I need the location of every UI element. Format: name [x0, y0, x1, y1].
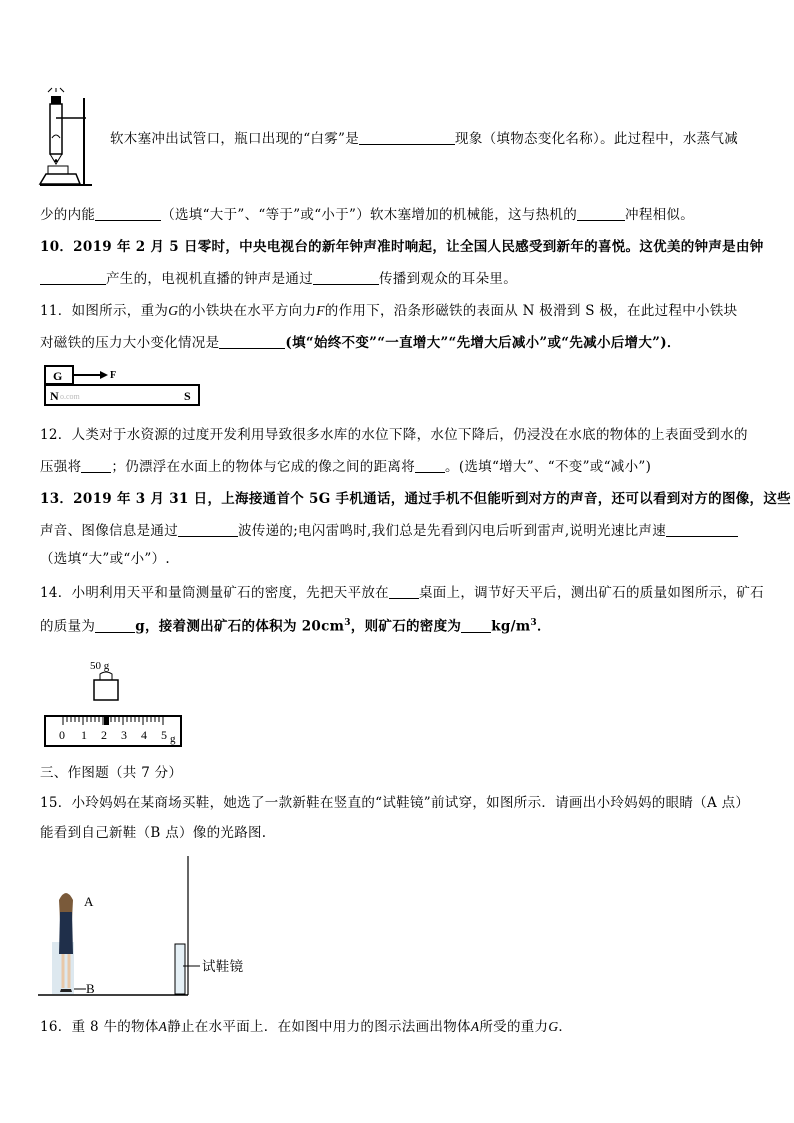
q9-line-1 [110, 130, 760, 148]
q13-blank-1[interactable] [178, 522, 238, 537]
q9-text-2: 现象（填物态变化名称）。此过程中，水蒸气减 [455, 131, 739, 147]
q12-text-1: 12．人类对于水资源的过度开发利用导致很多水库的水位下降，水位下降后，仍浸没在水底的物体的上表面受到水的 [40, 427, 748, 443]
q15-text-2: 能看到自己新鞋（B 点）像的光路图. [40, 825, 267, 841]
q13-line-1 [40, 490, 791, 508]
weight-label: 50 g [90, 660, 110, 672]
scale-label-5: 5 [161, 728, 167, 742]
q16-text-4: ． [558, 1019, 573, 1035]
magnet-figure [44, 364, 202, 408]
q16-var-a1: A [158, 1019, 168, 1034]
point-b-label: B [86, 981, 95, 996]
magnet-s-label: S [184, 389, 191, 403]
test-tube-apparatus-figure [36, 88, 106, 188]
q9-line-2 [40, 206, 760, 224]
q14-line-2 [40, 614, 760, 636]
watermark-text: o.com [60, 392, 80, 401]
scale-label-2: 2 [101, 728, 107, 742]
balance-figure [44, 656, 184, 750]
q11-var-f: F [316, 303, 325, 318]
scale-label-1: 1 [81, 728, 87, 742]
q16-text-2: 静止在水平面上．在如图中用力的图示法画出物体 [167, 1019, 471, 1035]
q14-sup-2: 3 [530, 618, 537, 628]
q12-text-3: ；仍漂浮在水面上的物体与它成的像之间的距离将 [111, 459, 416, 475]
scale-label-0: 0 [59, 728, 65, 742]
q16-var-a2: A [470, 1019, 480, 1034]
mirror-figure [38, 856, 258, 998]
scale-label-4: 4 [141, 728, 147, 742]
q9-text-5: 冲程相似。 [625, 207, 695, 223]
q15-line-1 [40, 794, 760, 812]
q12-blank-1[interactable] [81, 458, 111, 473]
q14-blank-3[interactable] [461, 618, 491, 633]
scale-label-3: 3 [121, 728, 127, 742]
q16-text-1: 16．重 8 牛的物体 [40, 1019, 159, 1035]
shoe [60, 989, 72, 992]
scale-ticks [63, 717, 163, 725]
q16-text-3: 所受的重力 [479, 1019, 549, 1035]
section-3-title [40, 764, 760, 782]
q14-line-1 [40, 584, 764, 602]
q12-blank-2[interactable] [415, 458, 445, 473]
q12-text-4: 。(选填“增大”、“不变”或“减小”) [445, 459, 652, 475]
q14-text-1: 14．小明利用天平和量筒测量矿石的密度，先把天平放在 [40, 585, 389, 601]
q11-text-3: 的作用下，沿条形磁铁的表面从 N 极滑到 S 极，在此过程中小铁块 [324, 303, 738, 319]
q10-line-2 [40, 270, 760, 288]
q12-text-2: 压强将 [40, 459, 82, 475]
iron-block-label: G [53, 369, 63, 383]
q13-line-3 [40, 550, 760, 568]
q15-line-2 [40, 824, 760, 842]
q10-text-2: 产生的，电视机直播的钟声是通过 [106, 271, 313, 287]
q14-sup-1: 3 [344, 618, 351, 628]
q9-blank-3[interactable] [577, 206, 625, 221]
q13-blank-2[interactable] [666, 522, 738, 537]
q11-text-5: (填“始终不变”“一直增大”“先增大后减小”或“先减小后增大”)． [285, 335, 681, 351]
q14-text-7: ． [536, 618, 551, 635]
q14-text-6: kg/m [491, 618, 531, 635]
q16-var-g: G [548, 1019, 559, 1034]
q11-text-2: 的小铁块在水平方向力 [178, 303, 317, 319]
q15-text-1: 15．小玲妈妈在某商场买鞋，她选了一款新鞋在竖直的“试鞋镜”前试穿，如图所示．请画出小玲妈妈的眼睛（A 点） [40, 795, 750, 811]
force-arrow-label: F [110, 370, 117, 381]
q11-text-1: 11．如图所示，重为 [40, 303, 169, 319]
q10-blank-1[interactable] [40, 270, 106, 285]
q16-line-1 [40, 1018, 760, 1036]
q11-text-4: 对磁铁的压力大小变化情况是 [40, 335, 220, 351]
q10-blank-2[interactable] [313, 270, 379, 285]
q11-var-g: G [168, 303, 179, 318]
q14-text-2: 桌面上，调节好天平后，测出矿石的质量如图所示，矿石 [418, 585, 764, 601]
q14-blank-1[interactable] [389, 584, 419, 599]
woman-dress [59, 912, 73, 954]
q13-text-2: 声音、图像信息是通过 [40, 523, 178, 539]
q12-line-2 [40, 458, 760, 476]
point-a-label: A [84, 894, 94, 909]
q9-blank-2[interactable] [95, 206, 161, 221]
scale-labels [59, 728, 176, 745]
q11-blank-1[interactable] [219, 334, 285, 349]
q9-text-1: 软木塞冲出试管口，瓶口出现的“白雾”是 [110, 131, 360, 147]
q13-text-3: 波传递的;电闪雷鸣时,我们总是先看到闪电后听到雷声,说明光速比声速 [238, 523, 667, 539]
q10-line-1 [40, 238, 764, 256]
q9-blank-1[interactable] [359, 130, 455, 145]
q14-text-3: 的质量为 [40, 618, 96, 635]
magnet-n-label: N [50, 389, 59, 403]
rider [104, 717, 109, 725]
q9-text-4: （选填“大于”、“等于”或“小于”）软木塞增加的机械能，这与热机的 [161, 207, 578, 223]
q10-text-3: 传播到观众的耳朵里。 [379, 271, 517, 287]
section-3-title-text: 三、作图题（共 7 分） [40, 765, 183, 781]
scale-unit: g [170, 733, 176, 745]
q14-text-4: g，接着测出矿石的体积为 20cm [135, 618, 345, 635]
q9-text-3: 少的内能 [40, 207, 96, 223]
q13-text-4: （选填“大”或“小”）. [40, 551, 170, 567]
q14-blank-2[interactable] [95, 618, 135, 633]
mirror-label-text: 试鞋镜 [202, 959, 244, 975]
q11-line-1 [40, 302, 760, 320]
q12-line-1 [40, 426, 760, 444]
q11-line-2 [40, 334, 760, 352]
q13-text-1: 13．2019 年 3 月 31 日，上海接通首个 5G 手机通话，通过手机不但能听到对方的声音，还可以看到对方的图像，这些 [40, 491, 791, 507]
shoe-mirror [175, 944, 185, 994]
q13-line-2 [40, 522, 760, 540]
mirror-label [202, 958, 262, 976]
q14-text-5: ，则矿石的密度为 [350, 618, 462, 635]
q10-text-1: 10．2019 年 2 月 5 日零时，中央电视台的新年钟声准时响起，让全国人民感受到新年的喜悦。这优美的钟声是由钟 [40, 239, 764, 255]
